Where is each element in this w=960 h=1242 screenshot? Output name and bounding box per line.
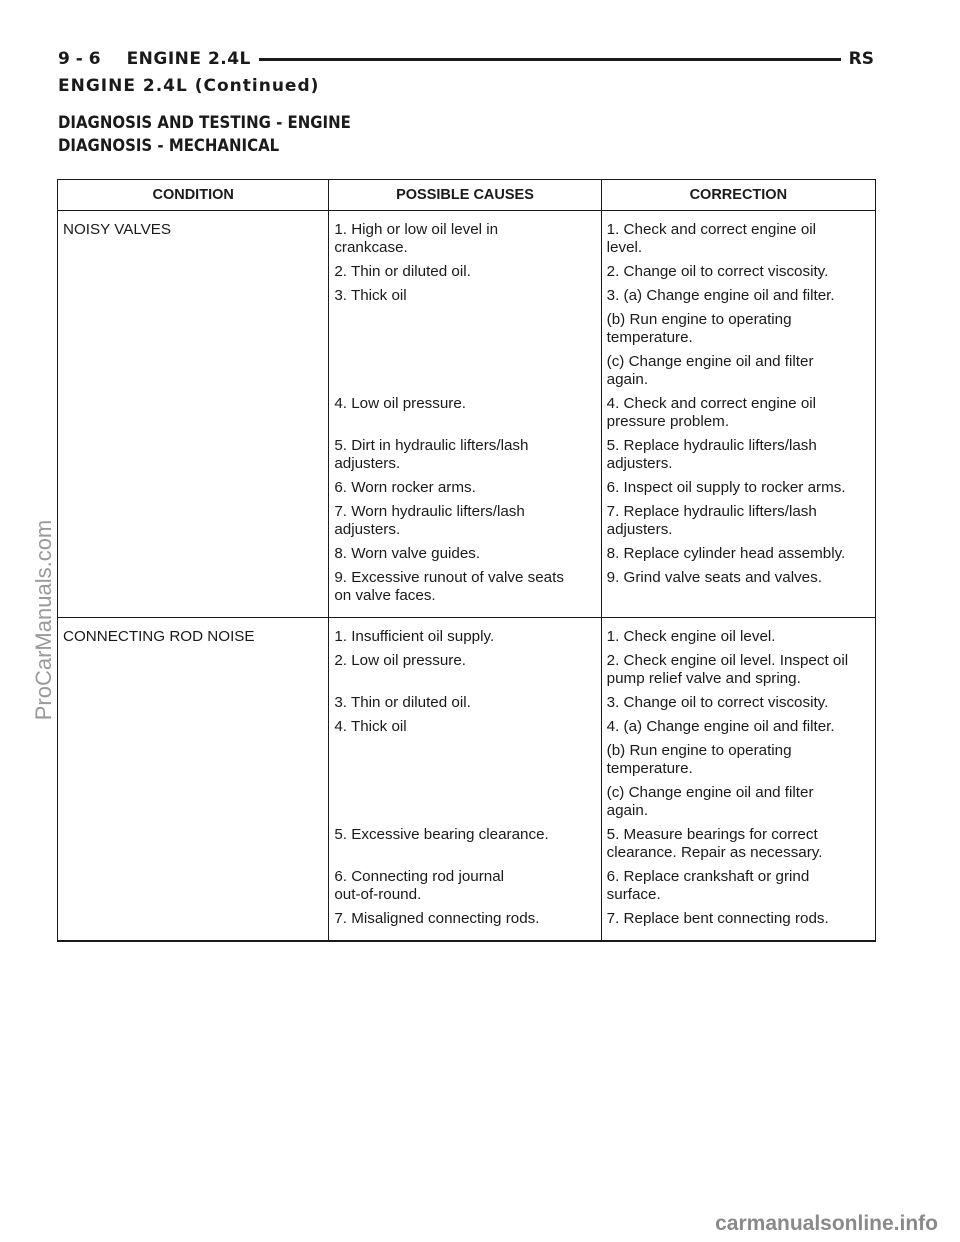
cause-cell: 5. Excessive bearing clearance. [329,820,601,862]
correction-line: (c) Change engine oil and filter again. [606,784,814,819]
correction-line: (b) Run engine to operating temperature. [606,311,792,346]
correction-cell [601,618,875,647]
table-row [58,618,875,647]
table-header-row [58,180,875,211]
correction-line: 9. Grind valve seats and valves. [606,569,822,586]
correction-cell [601,431,875,473]
correction-line: 1. Check engine oil level. [606,628,776,645]
correction-cell [601,281,875,389]
cause-cell: 4. Thick oil [329,712,601,820]
column-header-correction: CORRECTION [601,180,875,211]
cause-cell: 2. Low oil pressure. [329,646,601,688]
condition-cell: CONNECTING ROD NOISE [58,618,329,647]
table-row [58,257,875,281]
section-heading: DIAGNOSIS AND TESTING - ENGINE [58,113,351,133]
correction-line: 8. Replace cylinder head assembly. [606,545,846,562]
column-header-condition: CONDITION [58,180,329,211]
correction-line: 4. Check and correct engine oil pressure problem. [606,395,817,430]
cause-cell: 3. Thin or diluted oil. [329,688,601,712]
table-row [58,539,875,563]
cause-cell: 9. Excessive runout of valve seats on valve faces. [329,563,601,618]
page-number: 9 - 6 [58,49,101,69]
cause-cell: 5. Dirt in hydraulic lifters/lash adjusters. [329,431,601,473]
table-row [58,473,875,497]
table-row [58,497,875,539]
correction-cell [601,904,875,941]
table-row [58,431,875,473]
cause-cell: 1. Insufficient oil supply. [329,618,601,647]
correction-cell [601,563,875,618]
condition-cell [58,497,329,539]
correction-cell [601,712,875,820]
table-row [58,862,875,904]
condition-cell [58,712,329,820]
condition-cell [58,431,329,473]
correction-line: 6. Replace crankshaft or grind surface. [606,868,810,903]
correction-cell [601,389,875,431]
continued-title: ENGINE 2.4L (Continued) [58,76,320,96]
cause-cell: 6. Worn rocker arms. [329,473,601,497]
condition-cell [58,539,329,563]
correction-cell [601,862,875,904]
correction-line: 2. Check engine oil level. Inspect oil pump relief valve and spring. [606,652,849,687]
correction-line: 5. Replace hydraulic lifters/lash adjusters. [606,437,817,472]
condition-cell [58,257,329,281]
side-watermark-text: ProCarManuals.com [31,519,56,721]
side-watermark [31,519,57,721]
condition-cell [58,281,329,389]
correction-line: 4. (a) Change engine oil and filter. [606,718,835,735]
cause-cell: 6. Connecting rod journal out-of-round. [329,862,601,904]
correction-line: 1. Check and correct engine oil level. [606,221,817,256]
table-row [58,904,875,941]
correction-line: 7. Replace bent connecting rods. [606,910,829,927]
correction-cell [601,646,875,688]
correction-line: 5. Measure bearings for correct clearance. Repair as necessary. [606,826,823,861]
correction-cell [601,211,875,258]
table-row [58,820,875,862]
correction-line: (c) Change engine oil and filter again. [606,353,814,388]
correction-line: (b) Run engine to operating temperature. [606,742,792,777]
cause-cell: 1. High or low oil level in crankcase. [329,211,601,258]
correction-cell [601,497,875,539]
condition-cell [58,820,329,862]
model-code: RS [848,49,874,69]
condition-cell [58,473,329,497]
page-header [58,46,874,72]
correction-line: 2. Change oil to correct viscosity. [606,263,829,280]
table-row [58,688,875,712]
cause-cell: 7. Misaligned connecting rods. [329,904,601,941]
table-row [58,712,875,820]
correction-line: 3. (a) Change engine oil and filter. [606,287,835,304]
subsection-heading: DIAGNOSIS - MECHANICAL [58,136,280,156]
cause-cell: 8. Worn valve guides. [329,539,601,563]
diagnosis-table [58,180,875,941]
table-row [58,563,875,618]
cause-cell: 3. Thick oil [329,281,601,389]
correction-cell [601,539,875,563]
cause-cell: 2. Thin or diluted oil. [329,257,601,281]
table-body [58,211,875,941]
condition-cell [58,646,329,688]
section-title: ENGINE 2.4L [126,49,251,69]
condition-cell [58,904,329,941]
condition-cell [58,389,329,431]
correction-cell [601,688,875,712]
table-row [58,389,875,431]
table-row [58,646,875,688]
condition-cell: NOISY VALVES [58,211,329,258]
header-rule [259,58,841,61]
footer-watermark: carmanualsonline.info [715,1212,938,1235]
table-row [58,281,875,389]
condition-cell [58,688,329,712]
table-row [58,211,875,258]
condition-cell [58,862,329,904]
cause-cell: 4. Low oil pressure. [329,389,601,431]
column-header-causes: POSSIBLE CAUSES [329,180,601,211]
cause-cell: 7. Worn hydraulic lifters/lash adjusters. [329,497,601,539]
correction-line: 6. Inspect oil supply to rocker arms. [606,479,846,496]
condition-cell [58,563,329,618]
correction-cell [601,820,875,862]
correction-line: 3. Change oil to correct viscosity. [606,694,829,711]
correction-line: 7. Replace hydraulic lifters/lash adjusters. [606,503,817,538]
correction-cell [601,257,875,281]
correction-cell [601,473,875,497]
